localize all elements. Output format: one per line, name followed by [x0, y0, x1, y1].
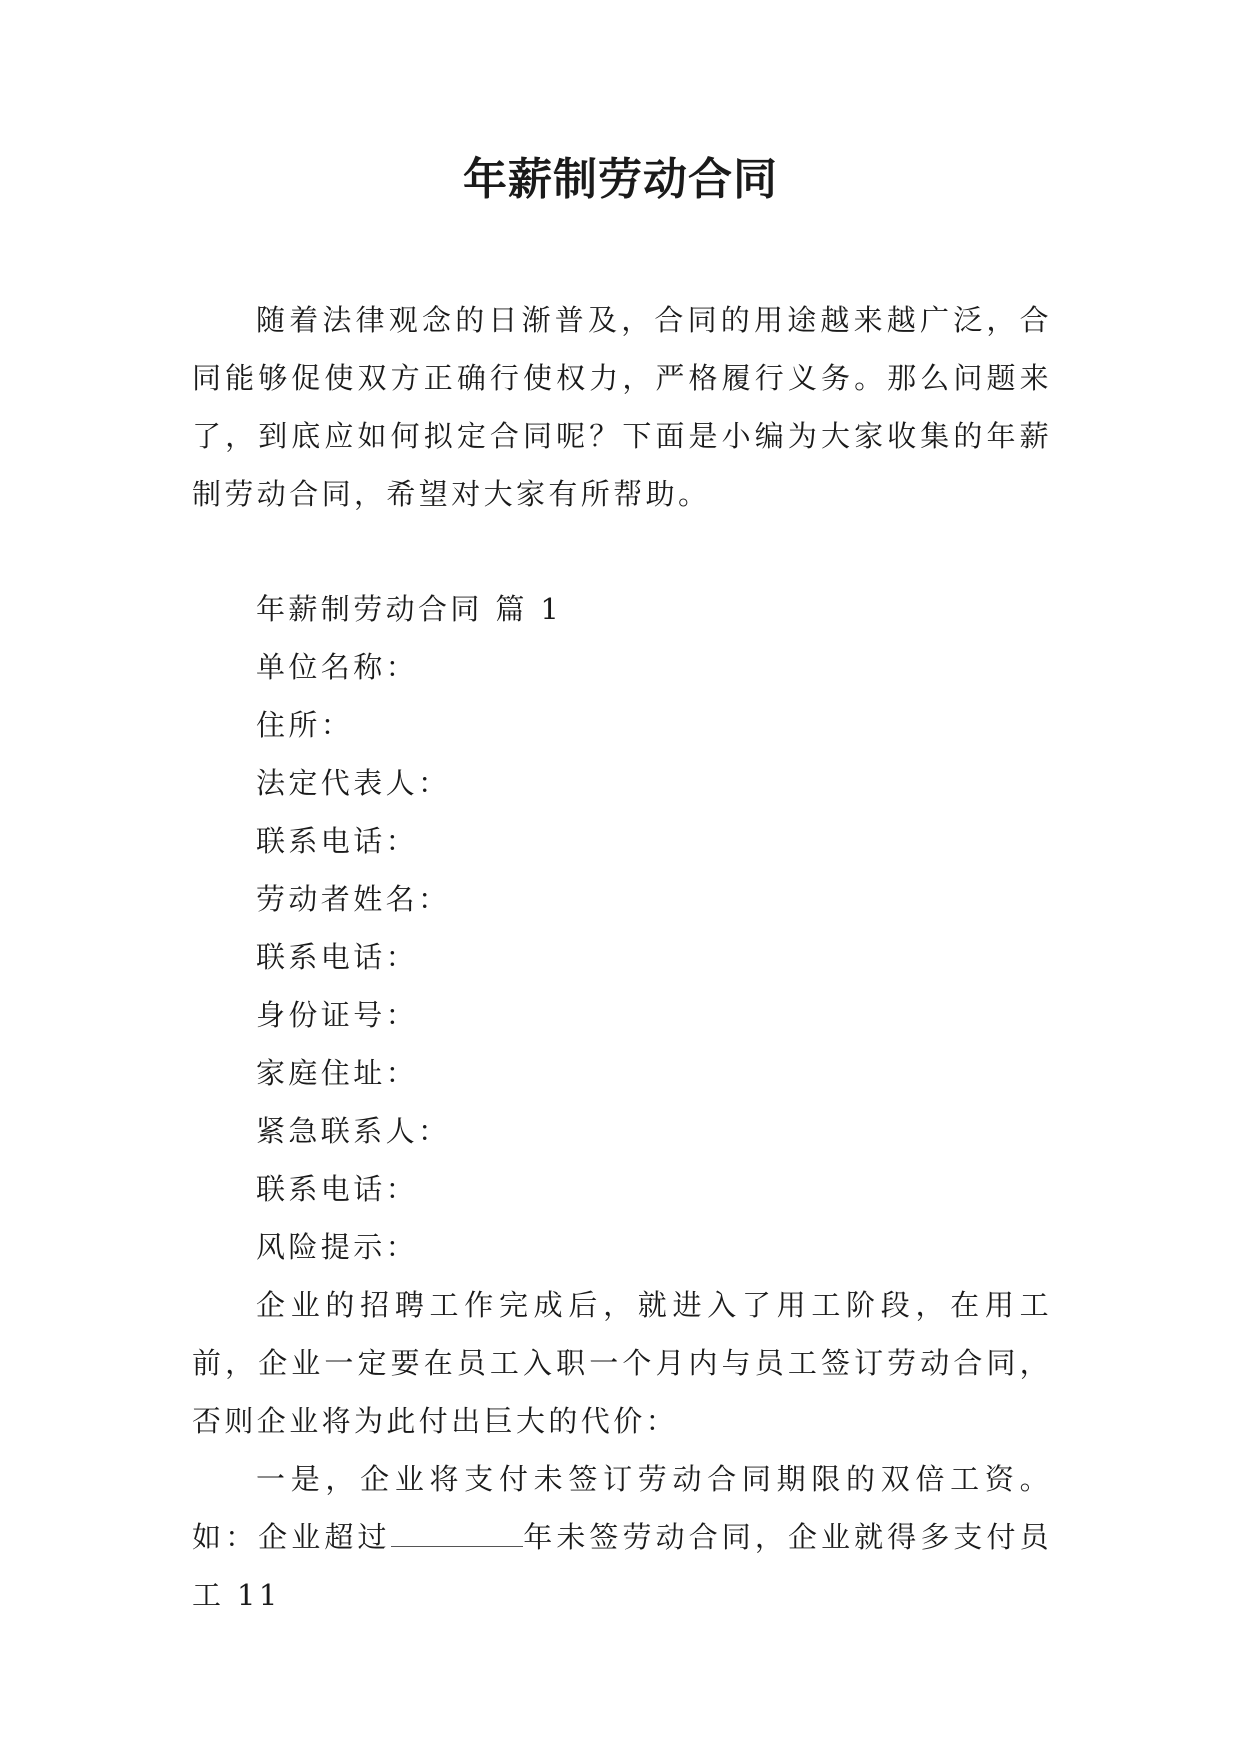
field-id-number: 身份证号：	[256, 998, 419, 1032]
field-risk-notice: 风险提示：	[256, 1230, 419, 1264]
risk-paragraph-2	[192, 1450, 1052, 1624]
contract-section	[192, 580, 1052, 1624]
field-emergency-phone: 联系电话：	[256, 1172, 419, 1206]
field-emergency-contact: 紧急联系人：	[256, 1114, 451, 1148]
field-company-name: 单位名称：	[256, 650, 419, 684]
section-title: 年薪制劳动合同 篇 1	[256, 592, 563, 626]
field-legal-representative: 法定代表人：	[256, 766, 451, 800]
document-title: 年薪制劳动合同	[463, 154, 778, 205]
risk-paragraph-2-start: 一是，企业将支付未签订劳动合同期限的双倍工资。如：企业超过	[192, 1462, 1052, 1554]
risk-paragraph-1: 企业的招聘工作完成后，就进入了用工阶段，在用工前，企业一定要在员工入职一个月内与员工签订劳动合同，否则企业将为此付出巨大的代价：	[192, 1288, 1052, 1438]
field-worker-name: 劳动者姓名：	[256, 882, 451, 916]
intro-paragraph: 随着法律观念的日渐普及，合同的用途越来越广泛，合同能够促使双方正确行使权力，严格履行义务。那么问题来了，到底应如何拟定合同呢？下面是小编为大家收集的年薪制劳动合同，希望对大家有所帮助。	[192, 303, 1052, 511]
field-address: 住所：	[256, 708, 354, 742]
field-home-address: 家庭住址：	[256, 1056, 419, 1090]
blank-underline	[391, 1522, 523, 1547]
field-worker-phone: 联系电话：	[256, 940, 419, 974]
risk-paragraph-2-end: 年未签劳动合同，企业就得多支付员工 11	[192, 1520, 1052, 1612]
field-company-phone: 联系电话：	[256, 824, 419, 858]
